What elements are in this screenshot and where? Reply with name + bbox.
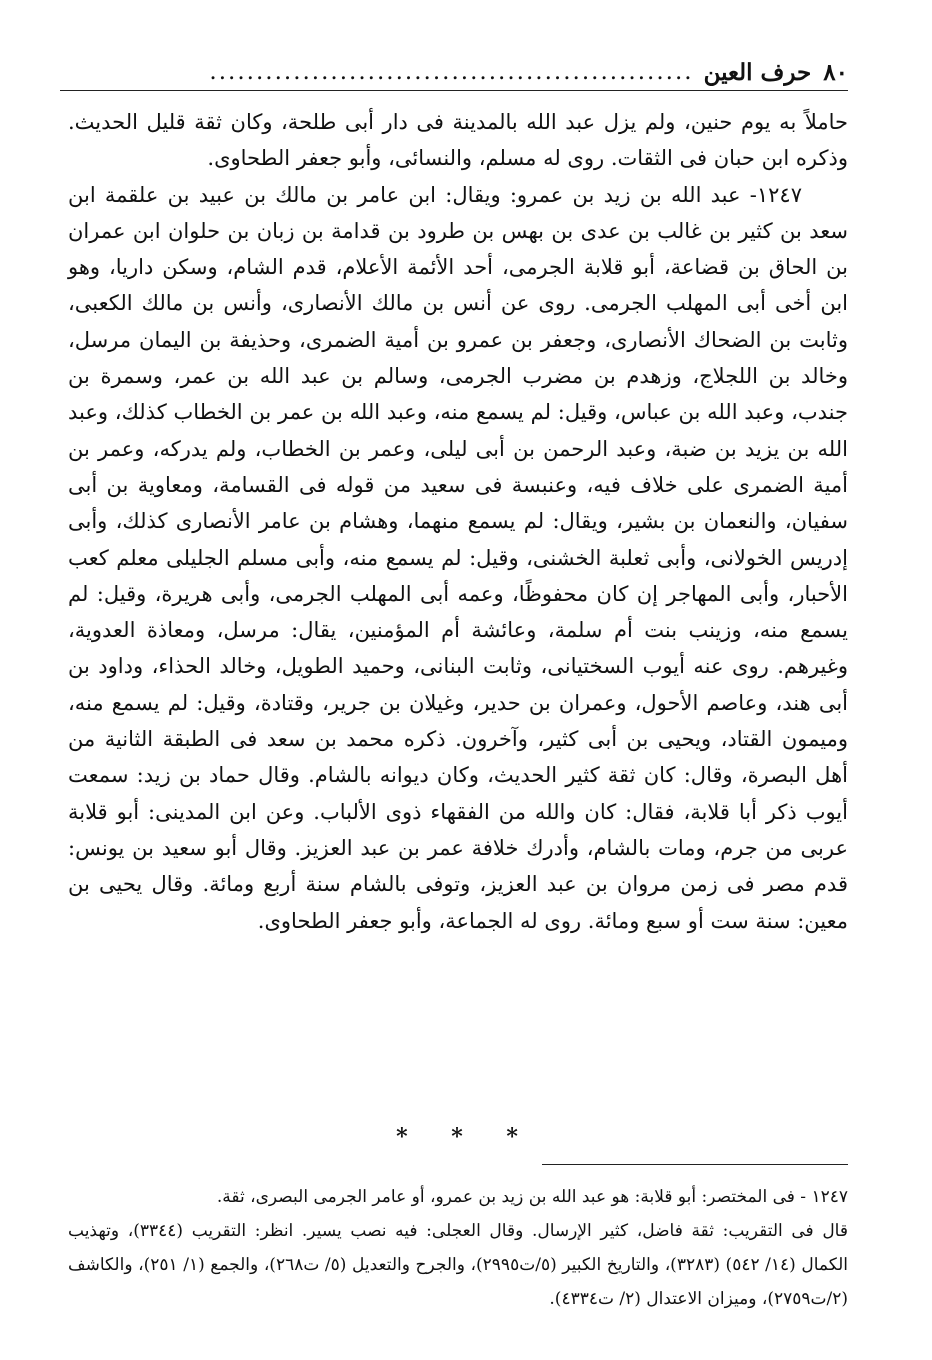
header-divider bbox=[60, 90, 848, 91]
footnotes bbox=[68, 1180, 848, 1316]
footnote-line-1: ١٢٤٧ - فى المختصر: أبو قلابة: هو عبد الله بن زيد بن عمرو، أو عامر الجرمى البصرى، ثقة. bbox=[216, 1187, 848, 1207]
section-separator: * * * bbox=[396, 1124, 536, 1150]
leader-dots: .................................................... bbox=[209, 59, 694, 85]
main-text bbox=[68, 104, 848, 939]
page-number: ٨٠ bbox=[823, 58, 848, 86]
section-title: حرف العين bbox=[703, 58, 812, 86]
footnote-line-2: قال فى التقريب: ثقة فاضل، كثير الإرسال. وقال العجلى: فيه نصب يسير. انظر: التقريب (٣٣٤٤)، وتهذيب الكمال (١٤/ ٥٤٢) (٣٢٨٣)، والتاريخ الكبير (٥/ت٢٩٩٥)، والجرح والتعديل (٥/ ت٢٦٨)، والجمع (١/ ٢٥١)، والكاشف (٢/ت٢٧٥٩)، وميزان الاعتدال (٢/ ت٤٣٣٤). bbox=[68, 1221, 849, 1309]
running-header bbox=[60, 52, 848, 92]
footnote-divider bbox=[542, 1164, 848, 1165]
continuation-paragraph: حاملاً به يوم حنين، ولم يزل عبد الله بالمدينة فى دار أبى طلحة، وكان ثقة قليل الحديث. وذكره ابن حبان فى الثقات. روى له مسلم، والنسائى، وأبو جعفر الطحاوى. bbox=[68, 110, 848, 171]
entry-1247-paragraph: ١٢٤٧- عبد الله بن زيد بن عمرو: ويقال: ابن عامر بن مالك بن عبيد بن علقمة ابن سعد بن كثير بن غالب بن عدى بن بهس بن طرود بن قدامة بن زبان بن حلوان ابن عمران بن الحاق بن قضاعة، أبو قلابة الجرمى، أحد الأئمة الأعلام، قدم الشام، وسكن داريا، وهو ابن أخى أبى المهلب الجرمى. روى عن أنس بن مالك الأنصارى، وأنس بن مالك الكعبى، وثابت بن الضحاك الأنصارى، وجعفر بن عمرو بن أمية الضمرى، وحذيفة بن اليمان مرسل، وخالد بن اللجلاج، وزهدم بن مضرب الجرمى، وسالم بن عبد الله بن عمر، وسمرة بن جندب، وعبد الله بن عباس، وقيل: لم يسمع منه، وعبد الله بن عمر بن الخطاب كذلك، وعبد الله بن يزيد بن ضبة، وعبد الرحمن بن أبى ليلى، وعمر بن الخطاب، ولم يدركه، وعمر بن أمية الضمرى على خلاف فيه، وعنبسة فى سعيد من قوله فى القسامة، ومعاوية بن أبى سفيان، والنعمان بن بشير، ويقال: لم يسمع منهما، وهشام بن عامر الأنصارى كذلك، وأبى إدريس الخولانى، وأبى ثعلبة الخشنى، وقيل: لم يسمع منه، وأبى مسلم الجليلى معلم كعب الأحبار، وأبى المهاجر إن كان محفوظًا، وعمه أبى المهلب الجرمى، وأبى هريرة، وقيل: لم يسمع منه، وزينب بنت أم سلمة، وعائشة أم المؤمنين، يقال: مرسل، ومعاذة العدوية، وغيرهم. روى عنه أيوب السختيانى، وثابت البنانى، وحميد الطويل، وخالد الحذاء، وداود بن أبى هند، وعاصم الأحول، وعمران بن حدير، وغيلان بن جرير، وقتادة، وقيل: لم يسمع منه، وميمون القتاد، ويحيى بن أبى كثير، وآخرون. ذكره محمد بن سعد فى الطبقة الثانية من أهل البصرة، وقال: كان ثقة كثير الحديث، وكان ديوانه بالشام. وقال حماد بن زيد: سمعت أيوب ذكر أبا قلابة، فقال: كان والله من الفقهاء ذوى الألباب. وعن ابن المدينى: أبو قلابة عربى من جرم، ومات بالشام، وأدرك خلافة عمر بن عبد العزيز. وقال أبو سعيد بن يونس: قدم مصر فى زمن مروان بن عبد العزيز، وتوفى بالشام سنة أربع ومائة. وقال يحيى بن معين: سنة ست أو سبع ومائة. روى له الجماعة، وأبو جعفر الطحاوى. bbox=[68, 182, 848, 933]
